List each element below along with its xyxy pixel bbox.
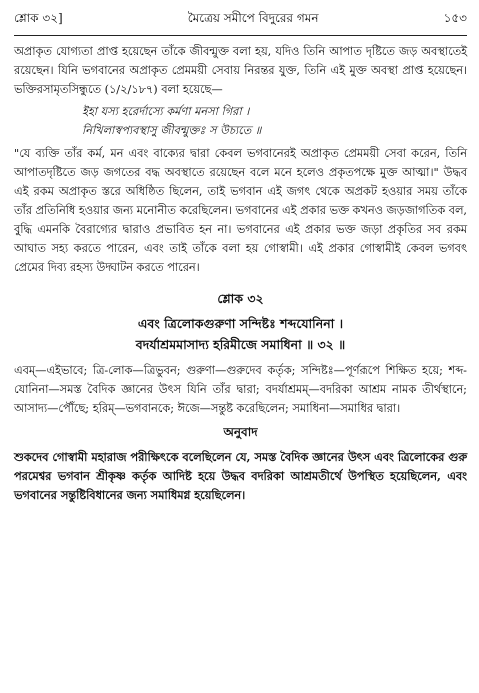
translation-heading: অনুবাদ bbox=[223, 425, 258, 439]
purport-paragraph: "যে ব্যক্তি তাঁর কর্ম, মন এবং বাক্যের দ্বারা কেবল ভগবানেরই অপ্রাকৃত প্রেমময়ী সেবা করেন, তিনি আপাতদৃষ্টিতে জড় জগতের বদ্ধ অবস্থাতে রয়েছেন বলে মনে হলেও প্রকৃতপক্ষে মুক্ত আত্মা।" উদ্ধব এই রকম অপ্রাকৃত স্তরে অধিষ্ঠিত ছিলেন, তাই ভগবান এই জগৎ থেকে অপ্রকট হওয়ার সময় তাঁকে তাঁর প্রতিনিধি হওয়ার জন্য মনোনীত করেছিলেন। ভগবানের এই প্রকার ভক্ত কখনও জড়জাগতিক বল, বুদ্ধি এমনকি বৈরাগ্যের দ্বারাও প্রভাবিত হন না। ভগবানের এই প্রকার ভক্ত জড়া প্রকৃতির সব রকম আঘাত সহ্য করতে পারেন, এবং তাই তাঁকে বলা হয় গোস্বামী। এই প্রকার গোস্বামীই কেবল ভগবৎ প্রেমের দিব্য রহস্য উদ্ঘাটন করতে পারেন। bbox=[14, 147, 467, 274]
verse-line: ইহা যস্য হরের্দাস্যে কর্মণা মনসা গিরা । bbox=[82, 105, 250, 118]
quoted-verse bbox=[14, 102, 467, 140]
header-rule bbox=[14, 35, 467, 36]
sloka-line: এবং ত্রিলোকগুরুণা সন্দিষ্টঃ শব্দযোনিনা । bbox=[137, 316, 344, 331]
header-chapter-title: মৈত্রেয় সমীপে বিদুরের গমন bbox=[187, 11, 319, 25]
page-number: ১৫৩ bbox=[443, 11, 467, 25]
synonyms-paragraph: এবম্—এইভাবে; ত্রি-লোক—ত্রিভুবন; গুরুণা—গুরুদেব কর্তৃক; সন্দিষ্টঃ—পূর্ণরূপে শিক্ষিত হয়ে; শব্দ-যোনিনা—সমস্ত বৈদিক জ্ঞানের উৎস যিনি তাঁর দ্বারা; বদর্যাশ্রমম্—বদরিকা আশ্রম নামক তীর্থস্থানে; আসাদ্য—পৌঁছে; হরিম্—ভগবানকে; ঈজে—সন্তুষ্ট করেছিলেন; সমাধিনা—সমাধির দ্বারা। bbox=[14, 364, 467, 415]
sloka-heading: শ্লোক ৩২ bbox=[217, 291, 264, 306]
book-page bbox=[14, 10, 467, 505]
sloka-line: বদর্যাশ্রমমাসাদ্য হরিমীজে সমাধিনা ॥ ৩২ ॥ bbox=[135, 337, 346, 352]
header-verse-ref: শ্লোক ৩২] bbox=[14, 11, 63, 25]
intro-paragraph: অপ্রাকৃত যোগ্যতা প্রাপ্ত হয়েছেন তাঁকে জীবন্মুক্ত বলা হয়, যদিও তিনি আপাত দৃষ্টিতে জড় অবস্থাতেই রয়েছেন। যিনি ভগবানের অপ্রাকৃত প্রেমময়ী সেবায় নিরন্তর যুক্ত, তিনি এই মুক্ত অবস্থা প্রাপ্ত হয়েছেন। ভক্তিরসামৃতসিন্ধুতে (১/২/১৮৭) বলা হয়েছে— bbox=[14, 45, 467, 96]
page-header bbox=[14, 10, 467, 30]
verse-line: নিখিলাস্বপ্যবস্থাসু জীবন্মুক্তঃ স উচ্যতে ॥ bbox=[82, 124, 262, 137]
translation-paragraph: শুকদেব গোস্বামী মহারাজ পরীক্ষিৎকে বলেছিলেন যে, সমস্ত বৈদিক জ্ঞানের উৎস এবং ত্রিলোকের গুরু পরমেশ্বর ভগবান শ্রীকৃষ্ণ কর্তৃক আদিষ্ট হয়ে উদ্ধব বদরিকা আশ্রমতীর্থে উপস্থিত হয়েছিলেন, এবং ভগবানের সন্তুষ্টিবিধানের জন্য সমাধিমগ্ন হয়েছিলেন। bbox=[14, 450, 467, 502]
